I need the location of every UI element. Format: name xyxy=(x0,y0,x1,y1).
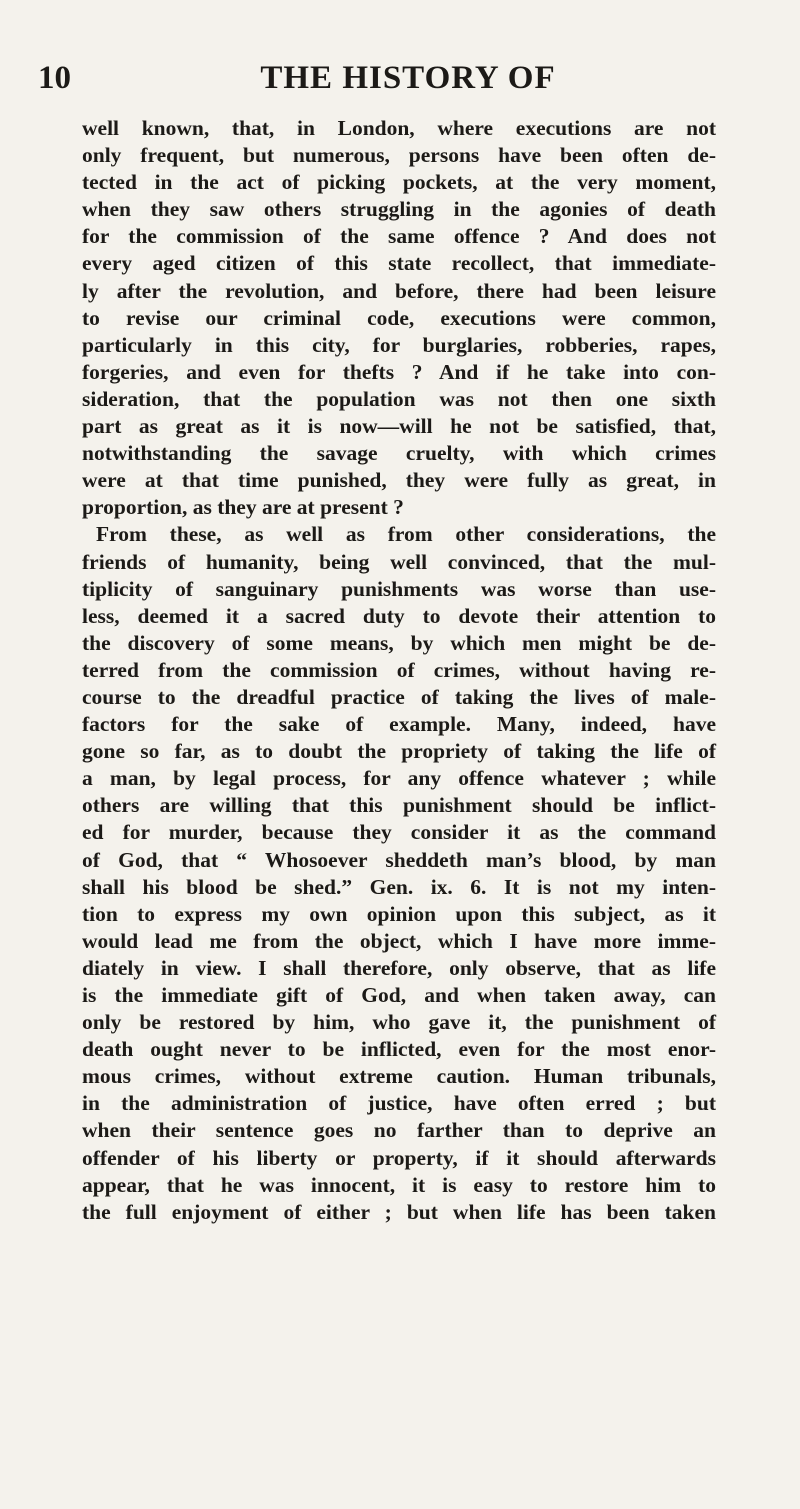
text-line: proportion, as they are at present ? xyxy=(82,495,404,520)
text-line: the discovery of some means, by which men might be de- xyxy=(82,630,716,655)
page-number: 10 xyxy=(38,60,71,96)
text-line: forgeries, and even for thefts ? And if he take into con- xyxy=(82,359,716,384)
text-line: ly after the revolution, and before, there had been leisure xyxy=(82,278,716,303)
text-line: only frequent, but numerous, persons have been often de- xyxy=(82,143,716,168)
text-line: less, deemed it a sacred duty to devote their attention to xyxy=(82,603,716,628)
text-line: of God, that “ Whosoever sheddeth man’s blood, by man xyxy=(82,847,716,872)
text-line: From these, as well as from other considerations, the xyxy=(96,522,716,547)
text-line: every aged citizen of this state recollect, that immediate- xyxy=(82,251,716,276)
text-line: terred from the commission of crimes, without having re- xyxy=(82,657,716,682)
page-header xyxy=(38,60,748,110)
text-line: for the commission of the same offence ? And does not xyxy=(82,224,716,249)
text-line: friends of humanity, being well convinced, that the mul- xyxy=(82,549,716,574)
running-head: THE HISTORY OF xyxy=(260,60,556,96)
text-line: death ought never to be inflicted, even for the most enor- xyxy=(82,1037,716,1062)
text-line: others are willing that this punishment should be inflict- xyxy=(82,793,716,818)
text-line: when they saw others struggling in the agonies of death xyxy=(82,197,716,222)
text-line: a man, by legal process, for any offence whatever ; while xyxy=(82,766,716,791)
text-line: appear, that he was innocent, it is easy to restore him to xyxy=(82,1172,716,1197)
text-line: tiplicity of sanguinary punishments was worse than use- xyxy=(82,576,716,601)
text-line: factors for the sake of example. Many, indeed, have xyxy=(82,712,716,737)
text-line: were at that time punished, they were fully as great, in xyxy=(82,468,716,493)
text-line: course to the dreadful practice of taking the lives of male- xyxy=(82,684,716,709)
text-line: well known, that, in London, where executions are not xyxy=(82,116,716,140)
text-line: particularly in this city, for burglaries, robberies, rapes, xyxy=(82,332,716,357)
text-line: when their sentence goes no farther than to deprive an xyxy=(82,1118,716,1143)
text-line: in the administration of justice, have often erred ; but xyxy=(82,1091,716,1116)
text-line: the full enjoyment of either ; but when life has been taken xyxy=(82,1199,716,1224)
text-line: to revise our criminal code, executions were common, xyxy=(82,305,716,330)
text-line: sideration, that the population was not then one sixth xyxy=(82,386,716,411)
text-line: would lead me from the object, which I have more imme- xyxy=(82,928,716,953)
text-line: mous crimes, without extreme caution. Human tribunals, xyxy=(82,1064,716,1089)
body-text xyxy=(82,115,716,1226)
text-line: is the immediate gift of God, and when taken away, can xyxy=(82,983,716,1007)
text-line: gone so far, as to doubt the propriety of taking the life of xyxy=(82,739,716,764)
text-line: notwithstanding the savage cruelty, with which crimes xyxy=(82,441,716,466)
text-line: diately in view. I shall therefore, only observe, that as life xyxy=(82,955,716,980)
text-line: offender of his liberty or property, if it should afterwards xyxy=(82,1145,716,1170)
text-line: shall his blood be shed.” Gen. ix. 6. It is not my inten- xyxy=(82,874,716,899)
text-line: tected in the act of picking pockets, at the very moment, xyxy=(82,170,716,195)
text-line: part as great as it is now—will he not be satisfied, that, xyxy=(82,414,716,439)
text-line: only be restored by him, who gave it, the punishment of xyxy=(82,1010,716,1035)
text-line: ed for murder, because they consider it as the command xyxy=(82,820,716,845)
text-line: tion to express my own opinion upon this subject, as it xyxy=(82,901,716,926)
